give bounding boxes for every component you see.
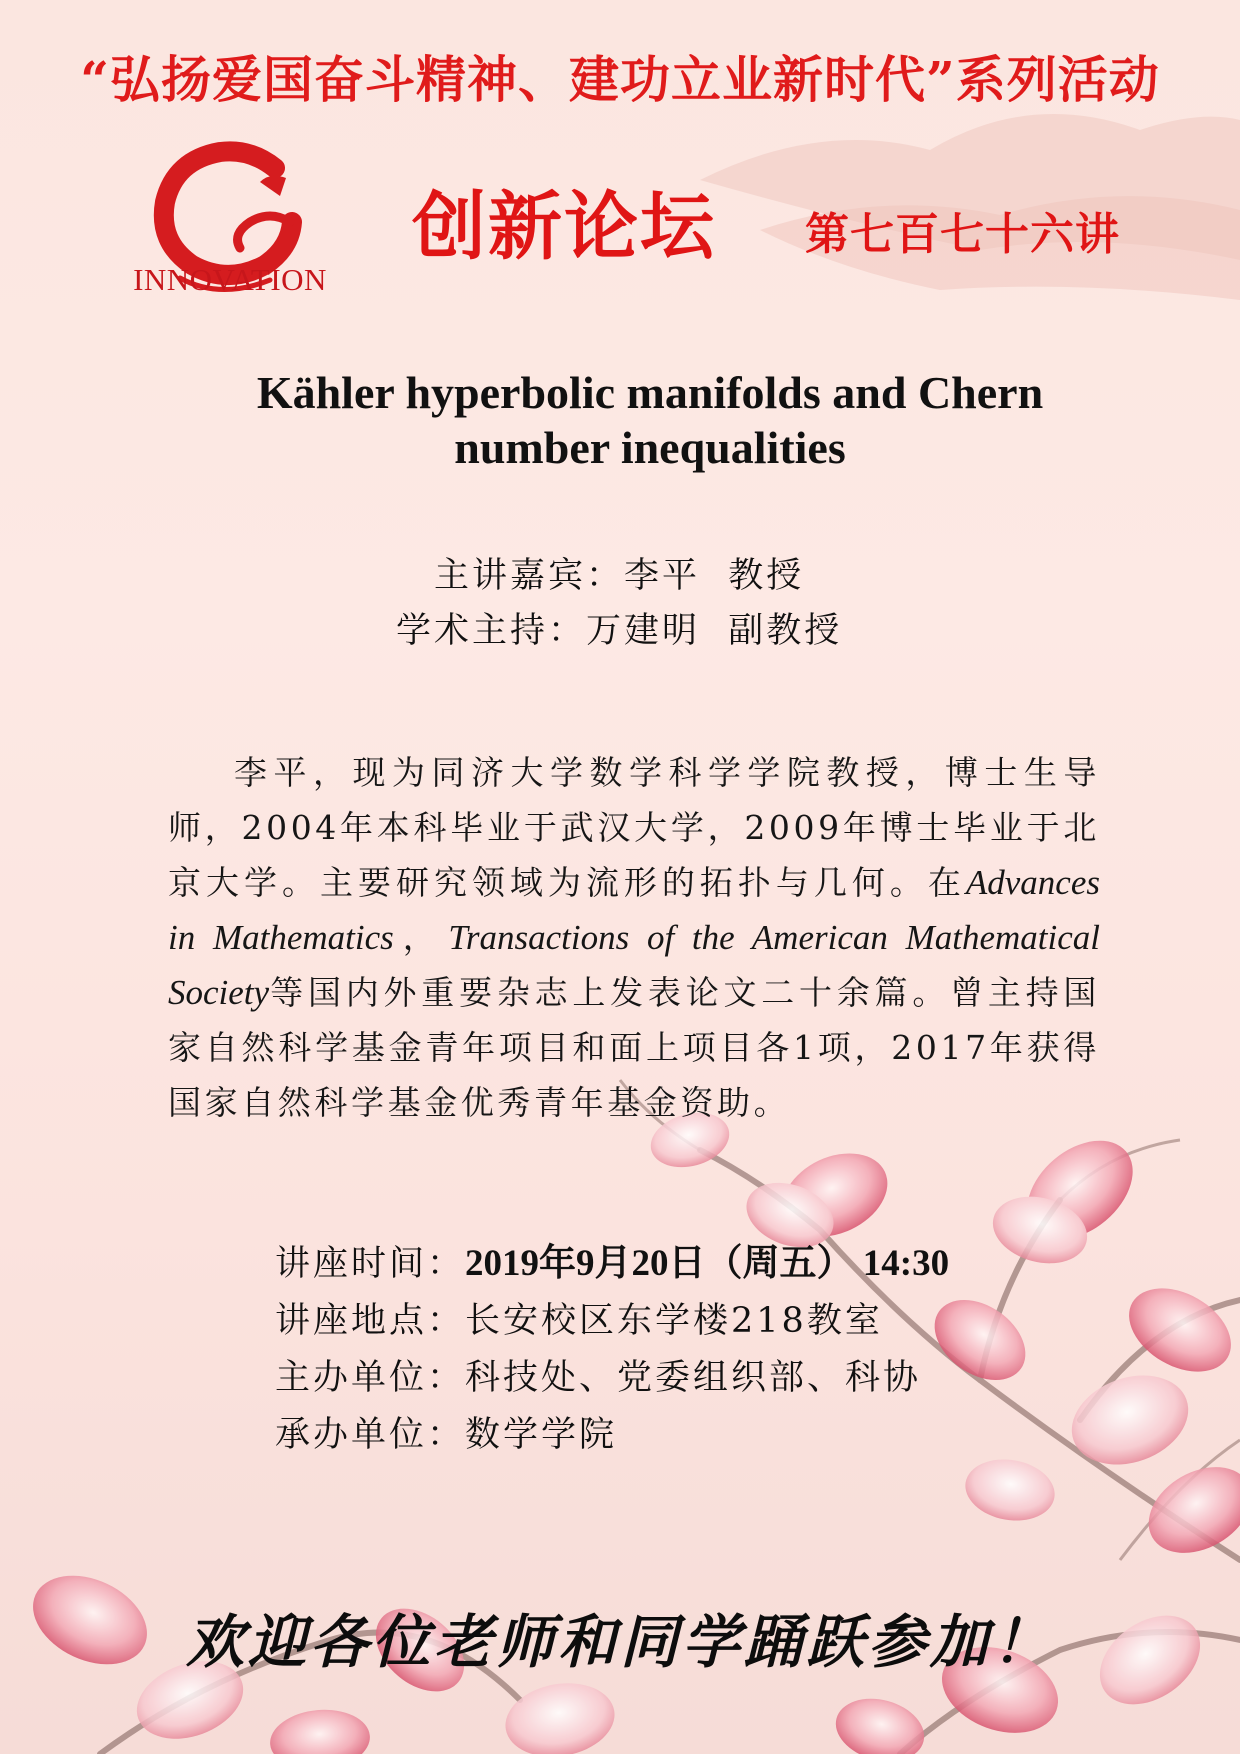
welcome-message: 欢迎各位老师和同学踊跃参加！ — [185, 1608, 1054, 1676]
speaker-bio — [168, 745, 1100, 1130]
bio-journal-1: Advances in Mathematics — [168, 863, 1100, 957]
place-label: 讲座地点： — [275, 1301, 466, 1341]
time-label: 讲座时间： — [275, 1244, 466, 1284]
talk-title-line-1: Kähler hyperbolic manifolds and Chern — [256, 367, 1044, 418]
organizer-label: 主办单位： — [275, 1358, 466, 1398]
bio-text-2: 等国内外重要杂志上发表论文二十余篇。曾主持国家自然科学基金青年项目和面上项目各1项，2017年获得国家自然科学基金优秀青年基金资助。 — [168, 973, 1100, 1122]
speaker-label: 主讲嘉宾： — [434, 556, 625, 596]
host-unit-value: 数学学院 — [465, 1415, 618, 1455]
lecture-number: 第七百七十六讲 — [805, 209, 1120, 260]
bio-journal-2: Transactions of the American Mathematical Society — [168, 918, 1100, 1012]
lecture-info — [275, 1235, 949, 1464]
bio-separator: ， — [393, 918, 449, 957]
host-label: 学术主持： — [396, 611, 587, 651]
bio-text-1: 李平，现为同济大学数学科学学院教授，博士生导师，2004年本科毕业于武汉大学，2009年博士毕业于北京大学。主要研究领域为流形的拓扑与几何。在 — [168, 753, 1100, 902]
info-row-host-unit — [275, 1407, 949, 1464]
host-name: 万建明 副教授 — [586, 611, 843, 651]
time-value-text: 2019年9月20日（周五） 14:30 — [465, 1243, 950, 1284]
talk-title — [120, 365, 1180, 475]
logo-text: INNOVATION — [133, 262, 327, 297]
forum-title: 创新论坛 — [412, 184, 716, 270]
talk-title-line-2: number inequalities — [454, 422, 846, 473]
place-value: 长安校区东学楼218教室 — [465, 1301, 883, 1341]
speaker-line — [434, 548, 804, 598]
time-value — [465, 1244, 949, 1284]
info-row-time — [275, 1235, 949, 1293]
host-line — [396, 603, 842, 653]
info-row-organizer — [275, 1350, 949, 1407]
series-title: “弘扬爱国奋斗精神、建功立业新时代”系列活动 — [80, 50, 1160, 109]
speaker-name: 李平 教授 — [624, 556, 805, 596]
organizer-value: 科技处、党委组织部、科协 — [465, 1358, 922, 1398]
info-row-place — [275, 1293, 949, 1350]
host-unit-label: 承办单位： — [275, 1415, 466, 1455]
